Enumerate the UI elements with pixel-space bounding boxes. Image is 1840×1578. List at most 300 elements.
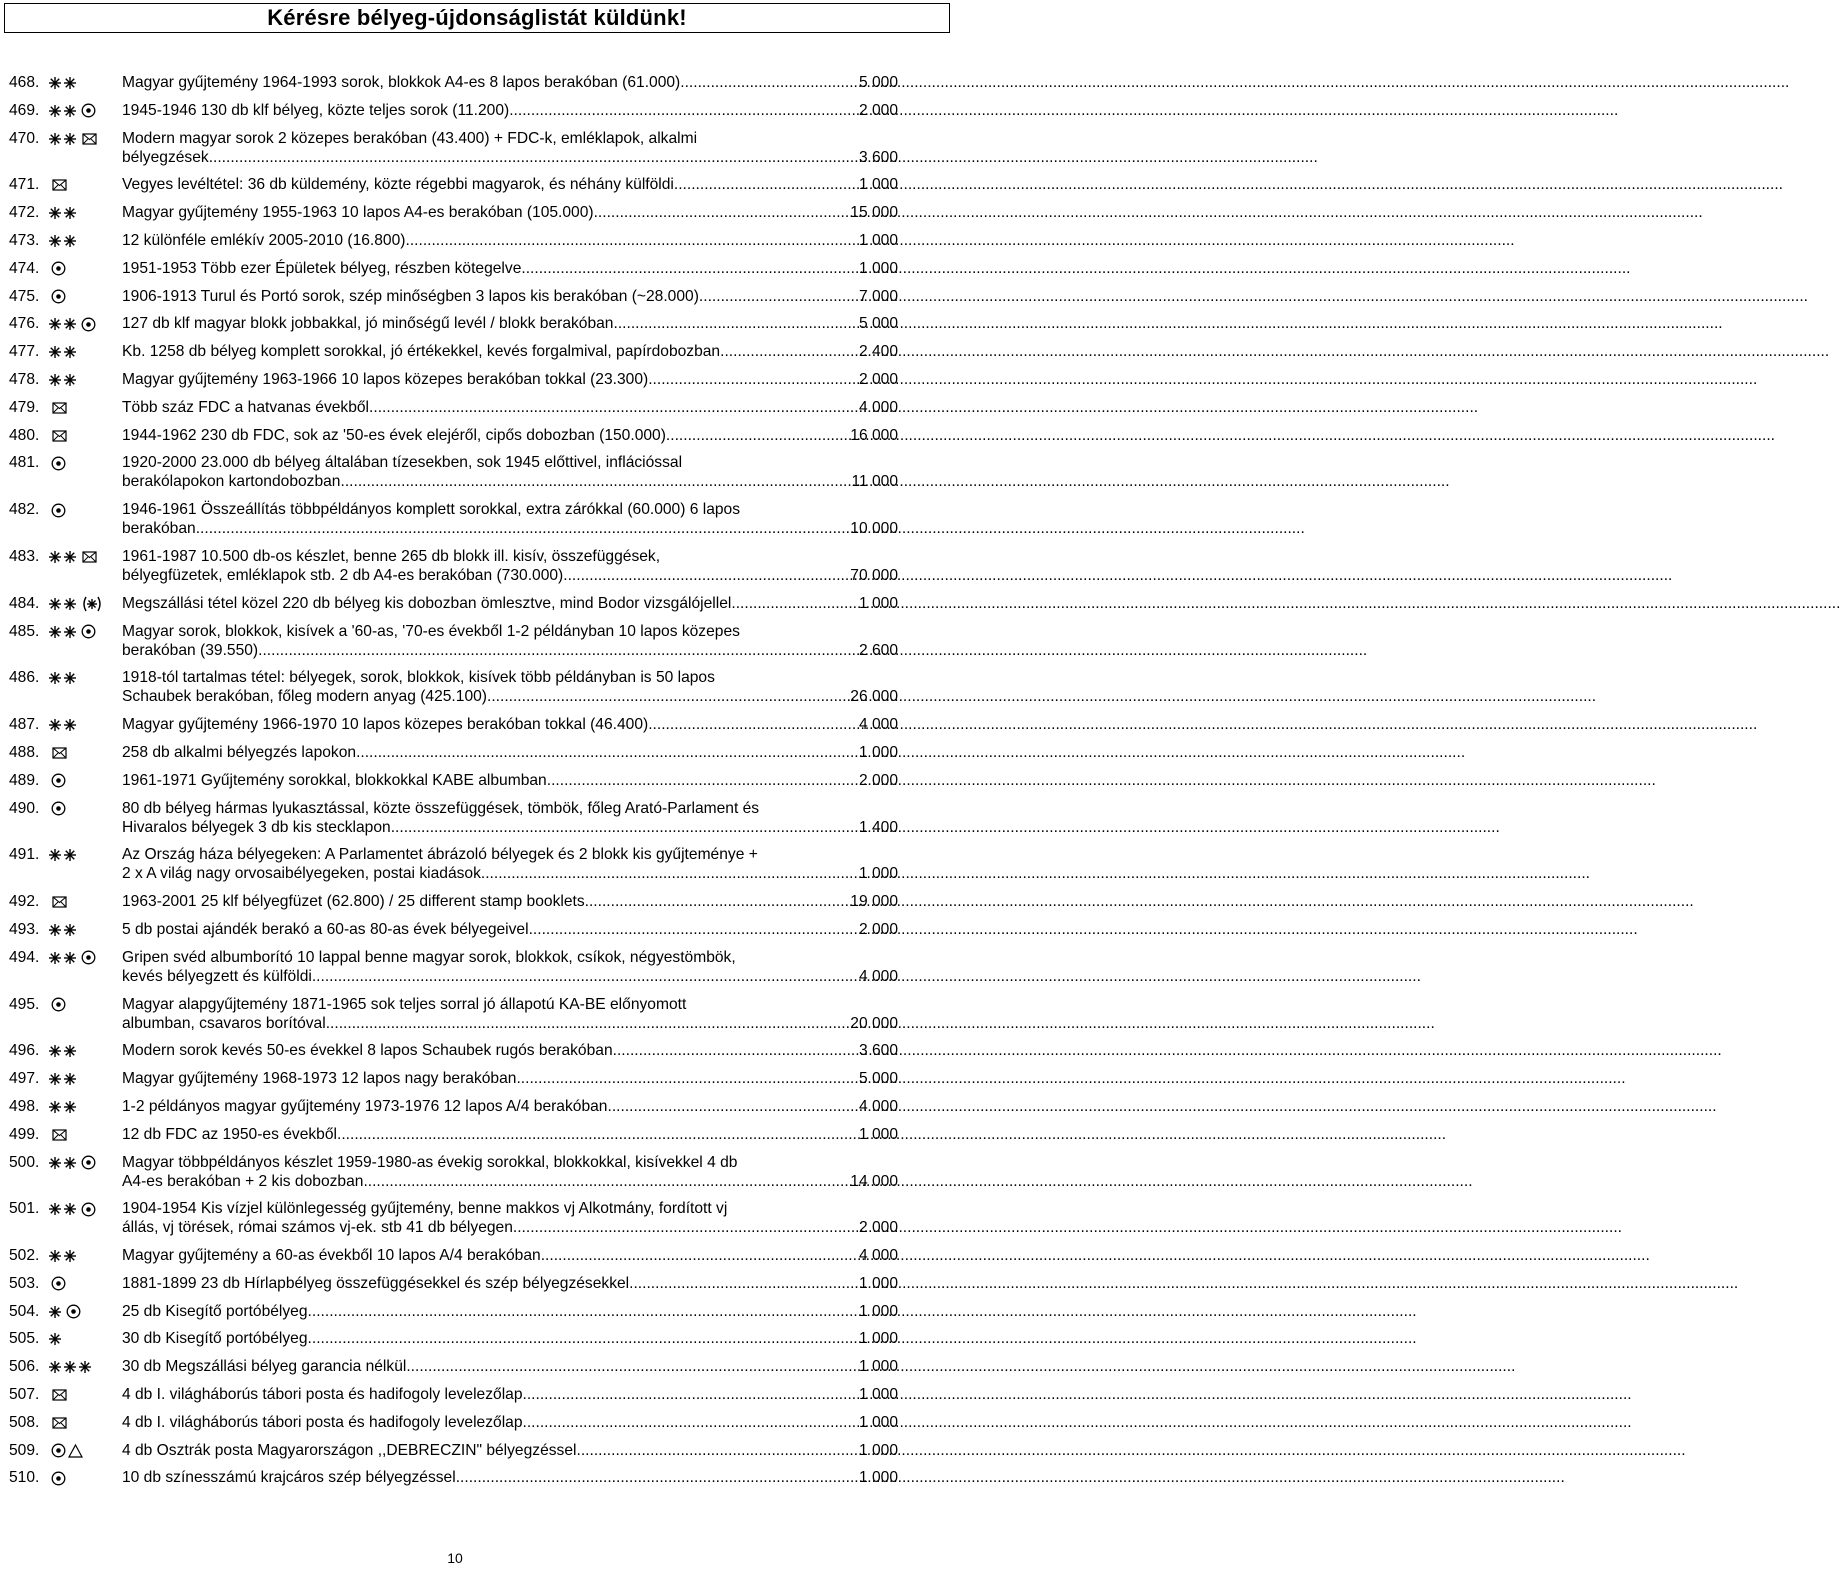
item-number: 500. (9, 1153, 40, 1171)
condition-icons (48, 1100, 78, 1114)
condition-icons (48, 671, 78, 685)
dot-leader (312, 967, 859, 986)
description-text: 4 db I. világháborús tábori posta és hadifogoly levelezőlap (122, 1386, 523, 1404)
item-description (122, 594, 898, 613)
dot-leader (585, 892, 851, 911)
condition-icons (48, 1416, 67, 1430)
used-stamp-icon (51, 289, 66, 304)
item-price: 10 000 (850, 520, 898, 538)
dot-leader (666, 426, 850, 445)
mint-stamp-icon (78, 1360, 92, 1374)
item-price: 2 000 (858, 101, 898, 119)
condition-icons (48, 1360, 93, 1374)
cover-icon (52, 1389, 67, 1401)
description-text: 1961-1971 Gyűjtemény sorokkal, blokkokkal KABE albumban (122, 771, 547, 789)
cover-icon (52, 402, 67, 414)
used-stamp-icon (51, 1443, 66, 1458)
item-description (122, 1329, 898, 1348)
dot-leader (541, 1246, 859, 1265)
mint-stamp-icon (48, 1305, 62, 1319)
list-item (0, 622, 960, 660)
item-number: 491. (9, 846, 40, 864)
item-price: 2 400 (858, 343, 898, 361)
dot-leader (513, 1218, 859, 1237)
item-description (122, 1153, 898, 1191)
dot-leader (614, 314, 859, 333)
description-text: Több száz FDC a hatvanas évekből (122, 398, 370, 416)
condition-icons (48, 550, 97, 564)
mint-stamp-icon (48, 951, 62, 965)
item-price: 4 000 (858, 716, 898, 734)
condition-icons (48, 262, 66, 276)
list-item (0, 398, 960, 417)
item-price: 1 400 (858, 818, 898, 836)
item-description (122, 715, 898, 734)
item-description (122, 73, 898, 92)
description-text: 1961-1987 10.500 db-os készlet, benne 265 db blokk ill. kisív, összefüggések, (122, 547, 661, 565)
mint-stamp-icon (48, 206, 62, 220)
description-text: Schaubek berakóban, főleg modern anyag (425.100) (122, 688, 487, 706)
item-description (122, 398, 898, 417)
condition-icons (48, 746, 67, 760)
description-text: 1881-1899 23 db Hírlapbélyeg összefüggésekkel és szép bélyegzésekkel (122, 1274, 630, 1292)
list-item (0, 547, 960, 585)
dot-leader (613, 1041, 859, 1060)
description-text: Gripen svéd albumborító 10 lappal benne magyar sorok, blokkok, csíkok, négyestömbök, (122, 948, 736, 966)
dot-leader (674, 175, 859, 194)
condition-icons (48, 923, 78, 937)
list-item (0, 73, 960, 92)
condition-icons (48, 206, 78, 220)
description-text: Hivaralos bélyegek 3 db kis stecklapon (122, 818, 391, 836)
dot-leader (356, 743, 859, 762)
dot-leader (363, 1172, 850, 1191)
description-text: 1906-1913 Turul és Portó sorok, szép minőségben 3 lapos kis berakóban (~28.000) (122, 287, 699, 305)
description-text: állás, vj törések, római számos vj-ek. stb 41 db bélyegen (122, 1219, 513, 1237)
item-number: 471. (9, 176, 40, 194)
list-item (0, 948, 960, 986)
mint-stamp-icon (48, 923, 62, 937)
description-text: 80 db bélyeg hármas lyukasztással, közte összefüggések, tömbök, főleg Arató-Parlament és (122, 799, 760, 817)
mint-stamp-icon (63, 923, 77, 937)
mint-stamp-icon (48, 317, 62, 331)
mint-stamp-icon (48, 1202, 62, 1216)
list-item (0, 1441, 960, 1460)
used-stamp-icon (51, 997, 66, 1012)
dot-leader (563, 566, 850, 585)
list-item (0, 892, 960, 911)
hinged-stamp-icon (81, 596, 103, 612)
item-number: 497. (9, 1070, 40, 1088)
item-description (122, 995, 898, 1033)
cover-icon (52, 896, 67, 908)
list-item (0, 920, 960, 939)
dot-leader (680, 73, 859, 92)
used-stamp-icon (81, 1202, 96, 1217)
item-price: 3 600 (858, 1042, 898, 1060)
item-number: 494. (9, 948, 40, 966)
description-text: A4-es berakóban + 2 kis dobozban (122, 1172, 364, 1190)
item-description (122, 175, 898, 194)
item-price: 1 000 (858, 1274, 898, 1292)
item-price: 4 000 (858, 1247, 898, 1265)
description-text: bélyegzések (122, 148, 209, 166)
dot-leader (521, 259, 859, 278)
description-text: 4 db Osztrák posta Magyarországon ,,DEBRECZIN" bélyegzéssel (122, 1441, 577, 1459)
dot-leader (337, 1125, 859, 1144)
dot-leader (481, 864, 859, 883)
item-number: 484. (9, 594, 40, 612)
list-item (0, 1385, 960, 1404)
mint-stamp-icon (63, 671, 77, 685)
item-price: 7 000 (858, 287, 898, 305)
dot-leader (529, 920, 859, 939)
item-description (122, 1199, 898, 1237)
condition-icons (48, 373, 78, 387)
list-item (0, 1069, 960, 1088)
list-item (0, 101, 960, 120)
list-item (0, 799, 960, 837)
item-description (122, 342, 898, 361)
condition-icons (48, 456, 66, 470)
list-item (0, 287, 960, 306)
item-number: 506. (9, 1358, 40, 1376)
item-number: 498. (9, 1097, 40, 1115)
dot-leader (547, 771, 859, 790)
dot-leader (648, 715, 859, 734)
dot-leader (523, 1385, 859, 1404)
description-text: Modern magyar sorok 2 közepes berakóban (43.400) + FDC-k, emléklapok, alkalmi (122, 129, 698, 147)
item-number: 504. (9, 1302, 40, 1320)
item-number: 495. (9, 995, 40, 1013)
item-number: 478. (9, 370, 40, 388)
dot-leader (576, 1441, 858, 1460)
description-text: 127 db klf magyar blokk jobbakkal, jó minőségű levél / blokk berakóban (122, 315, 614, 333)
dot-leader (456, 1468, 859, 1487)
item-price: 1 000 (858, 176, 898, 194)
used-stamp-icon (81, 950, 96, 965)
list-item (0, 1329, 960, 1348)
condition-icons (48, 951, 96, 965)
cover-icon (52, 1129, 67, 1141)
mint-stamp-icon (48, 132, 62, 146)
mint-stamp-icon (63, 76, 77, 90)
description-text: berakóban (122, 520, 196, 538)
list-item (0, 370, 960, 389)
used-stamp-icon (81, 1155, 96, 1170)
list-item (0, 1199, 960, 1237)
item-number: 483. (9, 547, 40, 565)
condition-icons (48, 1388, 67, 1402)
mint-stamp-icon (48, 76, 62, 90)
dot-leader (405, 231, 858, 250)
item-price: 3 600 (858, 148, 898, 166)
mint-stamp-icon (48, 1044, 62, 1058)
list-item (0, 715, 960, 734)
item-number: 502. (9, 1247, 40, 1265)
item-number: 479. (9, 398, 40, 416)
item-price: 16 000 (850, 426, 898, 444)
list-item (0, 668, 960, 706)
list-item (0, 594, 960, 613)
description-text: Magyar gyűjtemény 1968-1973 12 lapos nagy berakóban (122, 1070, 517, 1088)
condition-icons (48, 503, 66, 517)
mint-stamp-icon (48, 848, 62, 862)
condition-icons (48, 774, 66, 788)
description-text: Magyar többpéldányos készlet 1959-1980-as évekig sorokkal, blokkokkal, kisívekkel 4 db (122, 1153, 738, 1171)
item-description (122, 1097, 898, 1116)
item-price: 1 000 (858, 743, 898, 761)
mint-stamp-icon (48, 1332, 62, 1346)
cover-icon (82, 133, 97, 145)
mint-stamp-icon (48, 234, 62, 248)
item-price: 5 000 (858, 74, 898, 91)
item-description (122, 1468, 898, 1487)
dot-leader (487, 687, 850, 706)
mint-stamp-icon (63, 234, 77, 248)
item-price: 2 000 (858, 771, 898, 789)
cover-icon (52, 747, 67, 759)
item-number: 476. (9, 315, 40, 333)
condition-icons (48, 998, 66, 1012)
condition-icons (48, 895, 67, 909)
item-description (122, 948, 898, 986)
mint-stamp-icon (63, 1044, 77, 1058)
mint-stamp-icon (63, 206, 77, 220)
description-text: Modern sorok kevés 50-es évekkel 8 lapos Schaubek rugós berakóban (122, 1042, 613, 1060)
used-stamp-icon (51, 261, 66, 276)
item-number: 499. (9, 1125, 40, 1143)
description-text: Magyar alapgyűjtemény 1871-1965 sok teljes sorral jó állapotú KA-BE előnyomott (122, 995, 687, 1013)
item-price: 1 000 (858, 1413, 898, 1431)
item-description (122, 426, 898, 445)
mint-stamp-icon (63, 718, 77, 732)
condition-icons (48, 234, 78, 248)
banner: Kérésre bélyeg-újdonságlistát küldünk! (4, 3, 950, 33)
item-price: 1 000 (858, 1469, 898, 1487)
list-item (0, 1302, 960, 1321)
list-item (0, 1413, 960, 1432)
item-number: 472. (9, 204, 40, 222)
list-item (0, 1097, 960, 1116)
used-stamp-icon (51, 801, 66, 816)
list-item (0, 845, 960, 883)
item-number: 469. (9, 101, 40, 119)
mint-stamp-icon (63, 597, 77, 611)
item-description (122, 892, 898, 911)
mint-stamp-icon (63, 373, 77, 387)
mint-stamp-icon (48, 1100, 62, 1114)
condition-icons (48, 625, 96, 639)
condition-icons (48, 317, 96, 331)
list-item (0, 743, 960, 762)
item-description (122, 203, 898, 222)
description-text: 1944-1962 230 db FDC, sok az '50-es évek elejéről, cipős dobozban (150.000) (122, 426, 666, 444)
mint-stamp-icon (48, 550, 62, 564)
item-description (122, 1413, 898, 1432)
list-item (0, 259, 960, 278)
condition-icons (48, 1202, 96, 1216)
item-price: 2 000 (858, 920, 898, 938)
condition-icons (48, 345, 78, 359)
mint-stamp-icon (48, 1072, 62, 1086)
item-number: 501. (9, 1200, 40, 1218)
item-number: 492. (9, 893, 40, 911)
item-number: 480. (9, 426, 40, 444)
list-item (0, 500, 960, 538)
item-price: 15 000 (850, 204, 898, 222)
list-item (0, 1468, 960, 1487)
item-number: 503. (9, 1274, 40, 1292)
item-price: 19 000 (850, 893, 898, 911)
mint-stamp-icon (48, 625, 62, 639)
description-text: Magyar gyűjtemény 1966-1970 10 lapos közepes berakóban tokkal (46.400) (122, 716, 649, 734)
price-list (0, 73, 960, 1496)
description-text: berakóban (39.550) (122, 641, 259, 659)
item-number: 507. (9, 1386, 40, 1404)
condition-icons (48, 1332, 63, 1346)
list-item (0, 1153, 960, 1191)
item-number: 490. (9, 799, 40, 817)
dot-leader (391, 818, 859, 837)
item-price: 1 000 (858, 1386, 898, 1404)
condition-icons (48, 1249, 78, 1263)
used-stamp-icon (51, 456, 66, 471)
item-price: 1 000 (858, 1302, 898, 1320)
item-price: 1 000 (858, 594, 898, 612)
item-description (122, 129, 898, 167)
item-price: 14 000 (850, 1172, 898, 1190)
item-number: 505. (9, 1330, 40, 1348)
condition-icons (48, 1471, 66, 1485)
item-description (122, 314, 898, 333)
dot-leader (406, 1357, 859, 1376)
item-description (122, 1274, 898, 1293)
description-text: bélyegfüzetek, emléklapok stb. 2 db A4-es berakóban (730.000) (122, 566, 564, 584)
list-item (0, 314, 960, 333)
mint-stamp-icon (63, 317, 77, 331)
description-text: Magyar gyűjtemény 1964-1993 sorok, blokkok A4-es 8 lapos berakóban (61.000) (122, 74, 681, 91)
item-description (122, 1357, 898, 1376)
item-price: 1 000 (858, 865, 898, 883)
mint-stamp-icon (48, 1156, 62, 1170)
cover-icon (52, 430, 67, 442)
item-description (122, 1302, 898, 1321)
dot-leader (369, 398, 859, 417)
triangle-icon (68, 1444, 83, 1458)
dot-leader (308, 1329, 859, 1348)
item-price: 4 000 (858, 967, 898, 985)
condition-icons (48, 1305, 81, 1319)
condition-icons (48, 597, 103, 611)
list-item (0, 1246, 960, 1265)
mint-stamp-icon (63, 1072, 77, 1086)
mint-stamp-icon (63, 1156, 77, 1170)
description-text: 1-2 példányos magyar gyűjtemény 1973-1976 12 lapos A/4 berakóban (122, 1097, 608, 1115)
dot-leader (720, 342, 859, 361)
mint-stamp-icon (48, 671, 62, 685)
dot-leader (523, 1413, 859, 1432)
mint-stamp-icon (48, 1360, 62, 1374)
mint-stamp-icon (63, 848, 77, 862)
dot-leader (516, 1069, 859, 1088)
description-text: 2 x A világ nagy orvosaibélyegeken, postai kiadások (122, 865, 481, 883)
item-description (122, 1441, 898, 1460)
item-price: 1 000 (858, 1125, 898, 1143)
used-stamp-icon (66, 1304, 81, 1319)
item-description (122, 622, 898, 660)
list-item (0, 453, 960, 491)
page-number: 10 (447, 1550, 463, 1566)
list-item (0, 231, 960, 250)
cover-icon (82, 551, 97, 563)
item-number: 508. (9, 1413, 40, 1431)
description-text: 12 db FDC az 1950-es évekből (122, 1125, 337, 1143)
dot-leader (699, 287, 859, 306)
mint-stamp-icon (63, 345, 77, 359)
mint-stamp-icon (63, 104, 77, 118)
item-price: 11 000 (851, 473, 898, 491)
item-description (122, 231, 898, 250)
item-number: 493. (9, 920, 40, 938)
item-number: 470. (9, 129, 40, 147)
description-text: Magyar gyűjtemény 1963-1966 10 lapos közepes berakóban tokkal (23.300) (122, 370, 649, 388)
item-price: 1 000 (858, 1441, 898, 1459)
condition-icons (48, 76, 78, 90)
item-number: 482. (9, 501, 40, 519)
used-stamp-icon (51, 503, 66, 518)
dot-leader (340, 472, 851, 491)
item-description (122, 370, 898, 389)
item-description (122, 799, 898, 837)
list-item (0, 342, 960, 361)
mint-stamp-icon (63, 132, 77, 146)
mint-stamp-icon (63, 550, 77, 564)
item-number: 468. (9, 74, 40, 91)
condition-icons (48, 178, 67, 192)
list-item (0, 203, 960, 222)
dot-leader (607, 1097, 858, 1116)
item-price: 1 000 (858, 259, 898, 277)
condition-icons (48, 429, 67, 443)
description-text: 1904-1954 Kis vízjel különlegesség gyűjtemény, benne makkos vj Alkotmány, fordított vj (122, 1200, 728, 1218)
description-text: 4 db I. világháborús tábori posta és hadifogoly levelezőlap (122, 1413, 523, 1431)
condition-icons (48, 290, 66, 304)
used-stamp-icon (81, 624, 96, 639)
item-number: 496. (9, 1042, 40, 1060)
item-number: 473. (9, 231, 40, 249)
item-price: 1 000 (858, 231, 898, 249)
dot-leader (594, 203, 851, 222)
condition-icons (48, 132, 97, 146)
item-price: 26 000 (850, 688, 898, 706)
list-item (0, 175, 960, 194)
item-number: 486. (9, 669, 40, 687)
item-number: 489. (9, 771, 40, 789)
mint-stamp-icon (63, 1202, 77, 1216)
description-text: Kb. 1258 db bélyeg komplett sorokkal, jó értékekkel, kevés forgalmival, papírdobozban (122, 343, 721, 361)
list-item (0, 1357, 960, 1376)
item-description (122, 453, 898, 491)
list-item (0, 129, 960, 167)
dot-leader (326, 1014, 851, 1033)
item-price: 4 000 (858, 398, 898, 416)
description-text: Magyar gyűjtemény 1955-1963 10 lapos A4-es berakóban (105.000) (122, 204, 594, 222)
description-text: 25 db Kisegítő portóbélyeg (122, 1302, 308, 1320)
description-text: kevés bélyegzett és külföldi (122, 967, 312, 985)
mint-stamp-icon (63, 1249, 77, 1263)
mint-stamp-icon (48, 718, 62, 732)
